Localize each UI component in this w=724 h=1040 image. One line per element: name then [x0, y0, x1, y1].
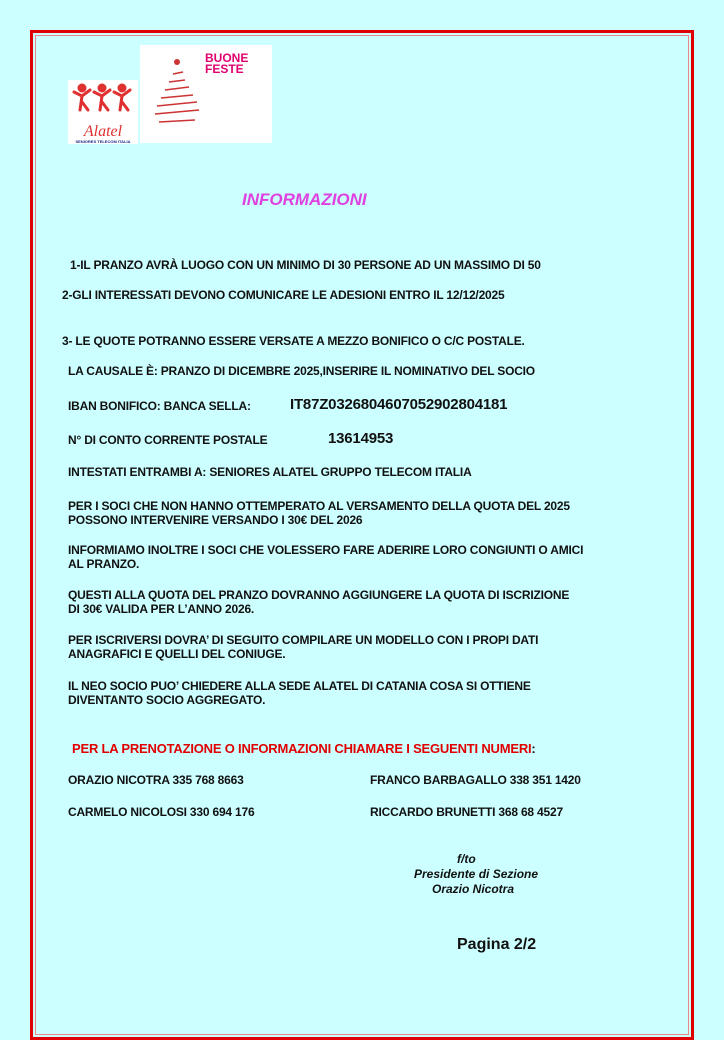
page-number: Pagina 2/2	[457, 936, 537, 953]
paragraph-line: PER I SOCI CHE NON HANNO OTTEMPERATO AL VERSAMENTO DELLA QUOTA DEL 2025	[68, 499, 570, 513]
info-line: LA CAUSALE È: PRANZO DI DICEMBRE 2025,INSERIRE IL NOMINATIVO DEL SOCIO	[68, 364, 535, 378]
signature-name: Orazio Nicotra	[432, 882, 515, 896]
signature-role: Presidente di Sezione	[414, 867, 539, 881]
iban-value: IT87Z0326804607052902804181	[290, 396, 508, 413]
iban-label: IBAN BONIFICO: BANCA SELLA:	[68, 399, 251, 413]
paragraph-line: IL NEO SOCIO PUO’ CHIEDERE ALLA SEDE ALATEL DI CATANIA COSA SI OTTIENE	[68, 679, 531, 693]
contacts-heading	[72, 741, 536, 756]
christmas-tree-icon	[145, 50, 205, 140]
contact: RICCARDO BRUNETTI 368 68 4527	[370, 805, 563, 819]
page-border	[30, 30, 694, 1040]
signature-fto: f/to	[457, 852, 476, 866]
contact: ORAZIO NICOTRA 335 768 8663	[68, 773, 244, 787]
page-title: INFORMAZIONI	[242, 190, 367, 209]
cc-label: N° DI CONTO CORRENTE POSTALE	[68, 433, 268, 447]
greeting-line1: BUONE	[205, 51, 249, 65]
paragraph-line: INTESTATI ENTRAMBI A: SENIORES ALATEL GRUPPO TELECOM ITALIA	[68, 465, 472, 479]
paragraph-line: AL PRANZO.	[68, 557, 140, 571]
paragraph-line: INFORMIAMO INOLTRE I SOCI CHE VOLESSERO FARE ADERIRE LORO CONGIUNTI O AMICI	[68, 543, 584, 557]
info-line: 3- LE QUOTE POTRANNO ESSERE VERSATE A MEZZO BONIFICO O C/C POSTALE.	[62, 334, 525, 348]
info-line: 2-GLI INTERESSATI DEVONO COMUNICARE LE ADESIONI ENTRO IL 12/12/2025	[62, 288, 505, 302]
alatel-logo	[68, 80, 138, 144]
contact: FRANCO BARBAGALLO 338 351 1420	[370, 773, 581, 787]
contact: CARMELO NICOLOSI 330 694 176	[68, 805, 255, 819]
info-line: 1-IL PRANZO AVRÀ LUOGO CON UN MINIMO DI 30 PERSONE AD UN MASSIMO DI 50	[70, 258, 541, 272]
contacts-heading-colon: :	[531, 741, 536, 756]
paragraph-line: QUESTI ALLA QUOTA DEL PRANZO DOVRANNO AGGIUNGERE LA QUOTA DI ISCRIZIONE	[68, 588, 570, 602]
paragraph-line: DI 30€ VALIDA PER L’ANNO 2026.	[68, 602, 255, 616]
paragraph-line: POSSONO INTERVENIRE VERSANDO I 30€ DEL 2026	[68, 513, 363, 527]
contacts-heading-text: PER LA PRENOTAZIONE O INFORMAZIONI CHIAMARE I SEGUENTI NUMERI	[72, 741, 532, 756]
cc-value: 13614953	[328, 430, 394, 447]
greeting-card	[140, 45, 272, 143]
greeting-line2: FESTE	[205, 62, 244, 76]
paragraph-line: DIVENTANTO SOCIO AGGREGATO.	[68, 693, 266, 707]
brand-name: Alatel	[83, 123, 123, 140]
brand-subtitle: SENIORES TELECOM ITALIA	[75, 139, 131, 144]
people-icon	[68, 80, 138, 120]
paragraph-line: PER ISCRIVERSI DOVRA’ DI SEGUITO COMPILARE UN MODELLO CON I PROPI DATI	[68, 633, 539, 647]
paragraph-line: ANAGRAFICI E QUELLI DEL CONIUGE.	[68, 647, 286, 661]
